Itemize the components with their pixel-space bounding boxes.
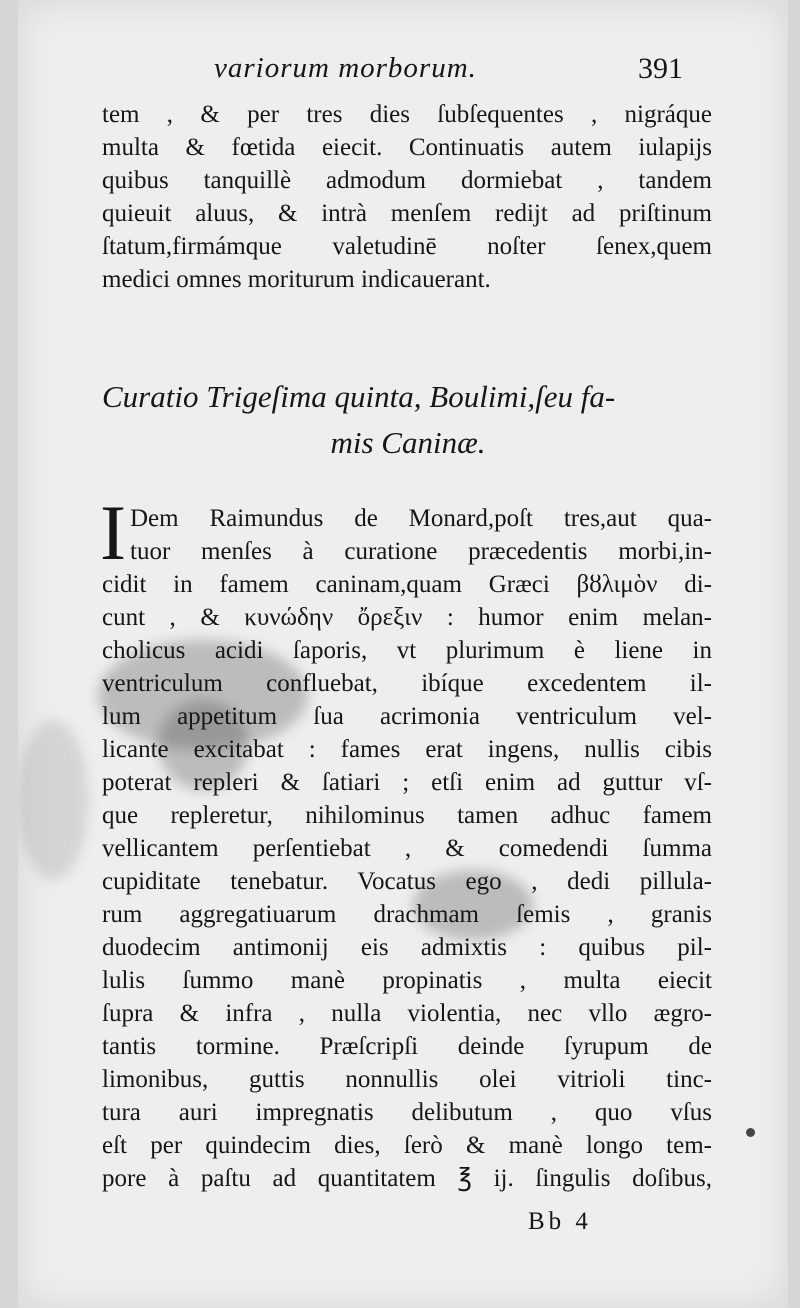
page-header	[18, 52, 788, 96]
text-line: que repleretur, nihilominus tamen adhuc famem	[102, 802, 712, 829]
text-line: multa & fœtida eiecit. Continuatis autem iulapijs	[102, 134, 712, 161]
text-line: pore à paſtu ad quantitatem ℥ ij. ſingulis doſibus,	[102, 1165, 712, 1192]
text-line: quibus tanquillè admodum dormiebat , tandem	[102, 167, 712, 194]
text-line: cholicus acidi ſaporis, vt plurimum è liene in	[102, 637, 712, 664]
text-line: eſt per quindecim dies, ſerò & manè longo tem-	[102, 1132, 712, 1159]
running-head: variorum morborum.	[214, 52, 477, 84]
text-line: vellicantem perſentiebat , & comedendi ſumma	[102, 835, 712, 862]
text-line: tem , & per tres dies ſubſequentes , nigráque	[102, 101, 712, 128]
catchword: Bb 4	[528, 1208, 592, 1235]
ink-dot	[746, 1128, 755, 1137]
page-number: 391	[638, 52, 683, 85]
continuation-paragraph	[102, 98, 712, 296]
text-line: quieuit aluus, & intrà menſem redijt ad priſtinum	[102, 200, 712, 227]
title-line: mis Caninæ.	[330, 425, 486, 460]
drop-cap: I	[100, 489, 126, 576]
text-line: tantis tormine. Præſcripſi deinde ſyrupum de	[102, 1033, 712, 1060]
text-line: lum appetitum ſua acrimonia ventriculum vel-	[102, 703, 712, 730]
text-line: ſtatum,firmámque valetudinē noſter ſenex,quem	[102, 233, 712, 260]
text-line: lulis ſummo manè propinatis , multa eiecit	[102, 967, 712, 994]
text-line: ventriculum confluebat, ibíque excedentem il-	[102, 670, 712, 697]
text-line: cunt , & κυνώδην ὄρεξιν : humor enim melan-	[102, 604, 712, 631]
text-line: medici omnes moriturum indicauerant.	[102, 266, 491, 293]
text-line: limonibus, guttis nonnullis olei vitrioli tinc-	[102, 1066, 712, 1093]
text-line: rum aggregatiuarum drachmam ſemis , granis	[102, 901, 712, 928]
text-line: cupiditate tenebatur. Vocatus ego , dedi pillula-	[102, 868, 712, 895]
text-line: duodecim antimonij eis admixtis : quibus pil-	[102, 934, 712, 961]
text-line: Dem Raimundus de Monard,poſt tres,aut qua-	[130, 505, 712, 532]
section-title	[102, 374, 714, 466]
text-line: tura auri impregnatis delibutum , quo vſus	[102, 1099, 712, 1126]
book-page	[18, 0, 788, 1308]
text-line: ſupra & infra , nulla violentia, nec vllo ægro-	[102, 1000, 712, 1027]
water-stain	[18, 720, 88, 880]
text-line: licante excitabat : fames erat ingens, nullis cibis	[102, 736, 712, 763]
text-line: poterat repleri & ſatiari ; etſi enim ad guttur vſ-	[102, 769, 712, 796]
text-line: tuor menſes à curatione præcedentis morbi,in-	[130, 538, 712, 565]
text-line: cidit in famem caninam,quam Græci βȣλιμὸν di-	[102, 571, 712, 598]
title-line: Curatio Trigeſima quinta, Boulimi,ſeu fa-	[102, 379, 616, 414]
body-paragraph	[102, 502, 712, 1195]
